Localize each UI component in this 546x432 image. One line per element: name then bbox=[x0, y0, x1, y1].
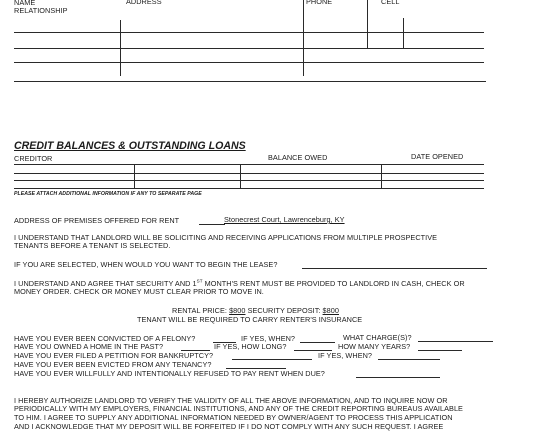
ref-row-line-1[interactable] bbox=[14, 32, 484, 33]
refused-rent-field[interactable] bbox=[356, 370, 440, 378]
home-how-many-label: HOW MANY YEARS? bbox=[338, 342, 411, 351]
ref-row-line-2[interactable] bbox=[14, 48, 484, 49]
credit-divider-2 bbox=[240, 164, 241, 188]
felony-question: HAVE YOU EVER BEEN CONVICTED OF A FELONY? bbox=[14, 334, 196, 343]
bankruptcy-when-label: IF YES, WHEN? bbox=[318, 351, 373, 360]
ref-divider-2 bbox=[303, 0, 304, 76]
credit-divider-1 bbox=[134, 164, 135, 188]
ref-row-line-4[interactable] bbox=[14, 81, 486, 82]
ref-divider-3 bbox=[367, 0, 368, 48]
home-how-many-field[interactable] bbox=[418, 343, 462, 351]
deposit-line-1-sup: ST bbox=[196, 278, 203, 284]
header-balance-owed: BALANCE OWED bbox=[268, 153, 328, 162]
security-deposit-label: SECURITY DEPOSIT: bbox=[245, 306, 323, 315]
bankruptcy-question: HAVE YOU EVER FILED A PETITION FOR BANKRUPTCY? bbox=[14, 351, 214, 360]
authorization-line-4: AND I ACKNOWLEDGE THAT MY DEPOSIT WILL BE FORFEITED IF I DO NOT COMPLY WITH ANY SUCH REQUEST. I AGREE bbox=[14, 422, 444, 431]
premises-underline bbox=[199, 217, 225, 225]
lease-start-field[interactable] bbox=[302, 261, 487, 269]
authorization-line-2: PERIODICALLY WITH MY EMPLOYERS, FINANCIAL INSTITUTIONS, AND ANY OF THE CREDIT REPORTING BUREAUS AVAILABLE bbox=[14, 404, 463, 413]
insurance-note: TENANT WILL BE REQUIRED TO CARRY RENTER'S INSURANCE bbox=[137, 315, 363, 324]
header-phone: PHONE bbox=[306, 0, 333, 6]
credit-row-line-1[interactable] bbox=[14, 173, 484, 174]
bankruptcy-answer-field[interactable] bbox=[232, 352, 312, 360]
rental-price-line bbox=[172, 307, 339, 315]
security-deposit-value: $800 bbox=[322, 306, 339, 315]
credit-section-title: CREDIT BALANCES & OUTSTANDING LOANS bbox=[14, 140, 246, 152]
deposit-line-1a: I UNDERSTAND AND AGREE THAT SECURITY AND 1 bbox=[14, 279, 197, 288]
header-creditor: CREDITOR bbox=[14, 154, 53, 163]
home-how-long-label: IF YES, HOW LONG? bbox=[214, 342, 287, 351]
home-question: HAVE YOU OWNED A HOME IN THE PAST? bbox=[14, 342, 164, 351]
soliciting-line-2: TENANTS BEFORE A TENANT IS SELECTED. bbox=[14, 241, 171, 250]
deposit-line-1b: MONTH'S RENT MUST BE PROVIDED TO LANDLORD IN CASH, CHECK OR bbox=[202, 279, 465, 288]
eviction-question: HAVE YOU EVER BEEN EVICTED FROM ANY TENANCY? bbox=[14, 360, 212, 369]
bankruptcy-when-field[interactable] bbox=[378, 352, 440, 360]
ref-row-line-3[interactable] bbox=[14, 62, 484, 63]
header-date-opened: DATE OPENED bbox=[411, 152, 464, 161]
credit-header-line bbox=[14, 164, 484, 165]
home-answer-field[interactable] bbox=[181, 343, 210, 351]
refused-rent-question: HAVE YOU EVER WILLFULLY AND INTENTIONALLY REFUSED TO PAY RENT WHEN DUE? bbox=[14, 369, 325, 378]
credit-row-line-2[interactable] bbox=[14, 180, 484, 181]
rental-price-label: RENTAL PRICE: bbox=[172, 306, 230, 315]
credit-row-line-3[interactable] bbox=[14, 188, 484, 189]
header-relationship: RELATIONSHIP bbox=[14, 6, 68, 15]
header-name: NAME bbox=[14, 0, 36, 7]
soliciting-line-1: I UNDERSTAND THAT LANDLORD WILL BE SOLICITING AND RECEIVING APPLICATIONS FROM MULTIPLE PROSPECTIVE bbox=[14, 233, 438, 242]
felony-when-label: IF YES, WHEN? bbox=[241, 334, 296, 343]
attach-note: PLEASE ATTACH ADDITIONAL INFORMATION IF ANY TO SEPARATE PAGE bbox=[14, 191, 202, 197]
felony-charges-field[interactable] bbox=[418, 334, 493, 342]
deposit-line-2: MONEY ORDER. CHECK OR MONEY MUST CLEAR PRIOR TO MOVE IN. bbox=[14, 287, 264, 296]
felony-charges-label: WHAT CHARGE(S)? bbox=[343, 333, 412, 342]
credit-divider-3 bbox=[381, 164, 382, 188]
authorization-line-1: I HEREBY AUTHORIZE LANDLORD TO VERIFY THE VALIDITY OF ALL THE ABOVE INFORMATION, AND TO INQUIRE NOW OR bbox=[14, 396, 448, 405]
lease-question: IF YOU ARE SELECTED, WHEN WOULD YOU WANT TO BEGIN THE LEASE? bbox=[14, 260, 278, 269]
ref-divider-4 bbox=[403, 18, 404, 48]
home-how-long-field[interactable] bbox=[294, 343, 332, 351]
header-address: ADDRESS bbox=[126, 0, 162, 6]
authorization-line-3: TO HIM. I AGREE TO SUPPLY ANY ADDITIONAL INFORMATION NEEDED BY OWNER/AGENT TO PROCESS THIS APPLICATION bbox=[14, 413, 453, 422]
header-cell: CELL bbox=[381, 0, 400, 6]
rental-price-value: $800 bbox=[229, 306, 246, 315]
felony-when-field[interactable] bbox=[300, 335, 335, 343]
eviction-answer-field[interactable] bbox=[226, 361, 286, 369]
premises-label: ADDRESS OF PREMISES OFFERED FOR RENT bbox=[14, 216, 180, 225]
premises-value[interactable]: Stonecrest Court, Lawrenceburg, KY bbox=[224, 215, 345, 224]
